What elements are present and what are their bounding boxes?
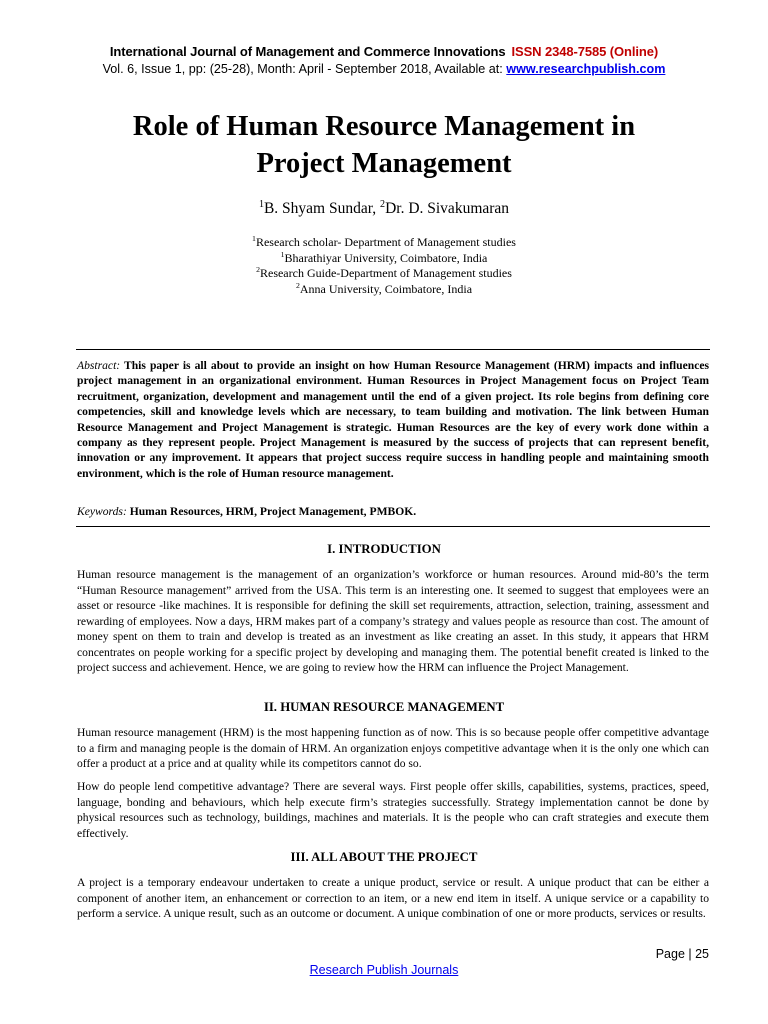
page-number: Page | 25: [655, 947, 709, 961]
affiliation-sup: 2: [295, 281, 300, 291]
footer: [0, 963, 768, 977]
paper-title: [60, 108, 708, 182]
keywords: [77, 505, 416, 518]
authors: [0, 200, 768, 218]
affiliation-text: Research Guide-Department of Management studies: [259, 266, 512, 281]
affiliation-sup: 1: [252, 234, 256, 243]
keywords-label: Keywords:: [77, 505, 127, 518]
journal-name: International Journal of Management and Commerce Innovations: [109, 44, 506, 59]
author-1-sup: 1: [258, 198, 264, 210]
author-2: Dr. D. Sivakumaran: [385, 200, 510, 217]
paragraph-hrm-1: Human resource management (HRM) is the most happening function as of now. This is so because people offer competitive advantage to a firm and managing people is the domain of HRM. An organization enjoys competitive advantage when it is the only one which can offer a product at a price and at quality while its competitors cannot do so.: [77, 726, 709, 770]
paragraph-introduction: Human resource management is the management of an organization’s workforce or human resources. Around mid-80’s the term “Human Resource management” arrived from the USA. This term is an interesting one. It seemed to suggest that employees were an asset or resource -like machines. It is responsible for defining the skill set requirements, attraction, selection, training, assessment and rewarding of employees. Now a days, HRM makes part of a company’s strategy and values people as resource than cost. The amount of money spent on them to train and develop is treated as an investment as like creating an asset. In this study, it appears that HRM concentrates on people working for a specific project by developing and managing them. The potential benefit created is linked to the project success and achievement. Hence, we are going to review how the HRM can influence the Project Management.: [77, 568, 709, 674]
paragraph-project: A project is a temporary endeavour undertaken to create a unique product, service or result. A unique product that can be either a component of another item, an enhancement or correction to an item, or a new end item in itself. A unique service or a capability to perform a service. A unique result, such as an outcome or document. A unique combination of one or more products, services or results.: [77, 876, 709, 920]
footer-link[interactable]: Research Publish Journals: [309, 963, 459, 977]
journal-header: [0, 44, 768, 59]
author-2-sup: 2: [380, 198, 386, 210]
affiliation-line: [0, 235, 768, 251]
affiliation-text: Research scholar- Department of Management studies: [255, 235, 516, 249]
affiliation-sup: 1: [280, 249, 285, 259]
abstract: [77, 358, 709, 481]
paragraph-hrm-2: How do people lend competitive advantage? There are several ways. First people offer skills, capabilities, systems, practices, speed, language, bonding and behaviours, which help execute firm’s strategies successfully. Strategy implementation cannot be done by physical resources such as technology, buildings, machines and materials. It is the people who can craft strategies and execute them effectively.: [77, 780, 709, 840]
affiliation-text: Anna University, Coimbatore, India: [299, 282, 473, 297]
title-line-2: Project Management: [256, 148, 512, 179]
issn: ISSN 2348-7585 (Online): [511, 44, 659, 59]
volume-line: [0, 62, 768, 76]
affiliation-sup: 2: [256, 265, 260, 275]
abstract-bottom-rule: [76, 526, 710, 527]
affiliation-line: [0, 282, 768, 298]
affiliation-line: [0, 266, 768, 282]
keywords-text: Human Resources, HRM, Project Management, PMBOK.: [126, 505, 417, 518]
section-heading-introduction: I. INTRODUCTION: [327, 542, 441, 556]
section-heading-project: III. ALL ABOUT THE PROJECT: [290, 850, 478, 864]
volume-info: Vol. 6, Issue 1, pp: (25-28), Month: April - September 2018, Available at:: [102, 62, 507, 76]
section-heading-hrm: II. HUMAN RESOURCE MANAGEMENT: [263, 700, 505, 714]
affiliations: [0, 235, 768, 298]
author-1: B. Shyam Sundar,: [263, 200, 381, 217]
journal-url-link[interactable]: www.researchpublish.com: [506, 62, 666, 76]
abstract-top-rule: [76, 349, 710, 350]
abstract-label: Abstract:: [77, 359, 121, 372]
affiliation-line: [0, 251, 768, 267]
affiliation-text: Bharathiyar University, Coimbatore, India: [284, 250, 488, 265]
title-line-1: Role of Human Resource Management in: [132, 111, 636, 142]
abstract-text: This paper is all about to provide an insight on how Human Resource Management (HRM) impacts and influences project management in an organizational environment. Human Resources in Project Management focus on Project Team recruitment, organization, development and management until the end of a given project. Its role begins from defining core competencies, skill and knowledge levels which are necessary, to team building and motivation. The link between Human Resource Management and Project Management is strategic. Human Resources are the key of every work done within a company as they represent people. Project Management is measured by the success of projects that can represent benefit, innovation or any improvement. It appears that project success require success in handling people and maintaining smooth environment, which is the role of Human resource management.: [77, 359, 709, 480]
